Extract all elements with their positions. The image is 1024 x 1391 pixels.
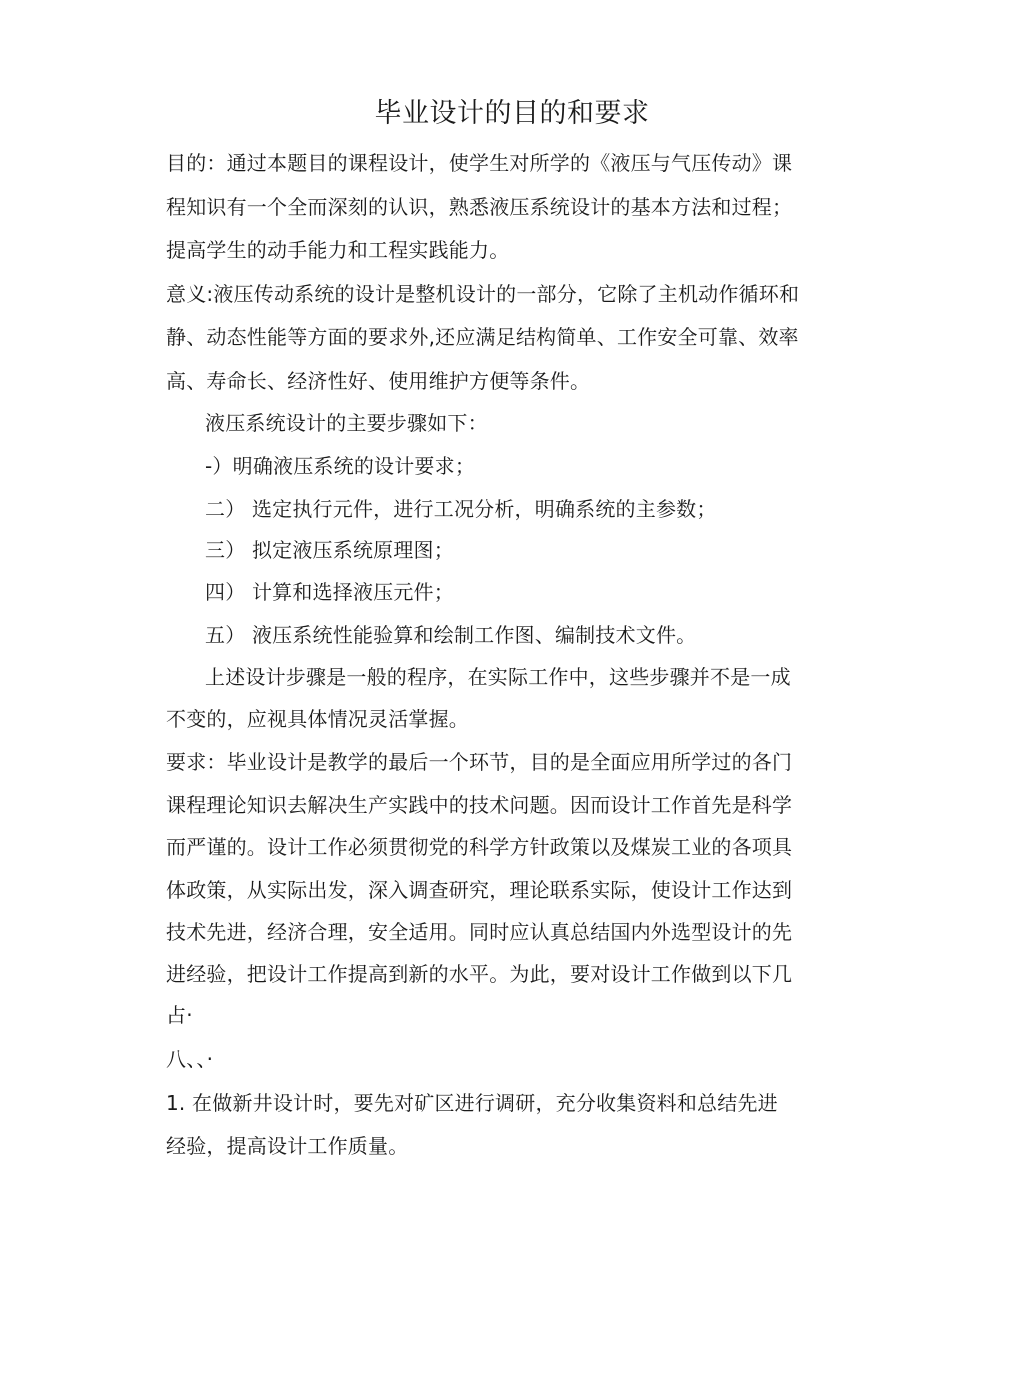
- paragraph-line: 不变的，应视具体情况灵活掌握。: [166, 707, 469, 731]
- paragraph-line: 提高学生的动手能力和工程实践能力。: [166, 238, 510, 262]
- steps-intro: 液压系统设计的主要步骤如下：: [205, 411, 488, 435]
- paragraph-line: 静、动态性能等方面的要求外,还应满足结构简单、工作安全可靠、效率: [166, 325, 799, 349]
- paragraph-line: 技术先进，经济合理，安全适用。同时应认真总结国内外选型设计的先: [166, 920, 793, 944]
- list-item-continuation: 经验，提高设计工作质量。: [166, 1134, 409, 1158]
- paragraph-line: 上述设计步骤是一般的程序，在实际工作中，这些步骤并不是一成: [205, 665, 791, 689]
- document-title: 毕业设计的目的和要求: [374, 98, 650, 129]
- paragraph-line: 目的：通过本题目的课程设计，使学生对所学的《液压与气压传动》课: [166, 151, 793, 175]
- paragraph-line: 意义:液压传动系统的设计是整机设计的一部分，它除了主机动作循环和: [166, 282, 800, 306]
- paragraph-line: 占·: [166, 1003, 193, 1027]
- step-item: -）明确液压系统的设计要求；: [205, 454, 476, 478]
- step-item: 二） 选定执行元件，进行工况分析，明确系统的主参数；: [205, 497, 717, 521]
- paragraph-line: 八、、·: [166, 1047, 214, 1071]
- paragraph-line: 要求：毕业设计是教学的最后一个环节，目的是全面应用所学过的各门: [166, 750, 793, 774]
- paragraph-line: 进经验，把设计工作提高到新的水平。为此，要对设计工作做到以下几: [166, 962, 793, 986]
- paragraph-line: 而严谨的。设计工作必须贯彻党的科学方针政策以及煤炭工业的各项具: [166, 835, 793, 859]
- paragraph-line: 高、寿命长、经济性好、使用维护方便等条件。: [166, 369, 591, 393]
- paragraph-line: 课程理论知识去解决生产实践中的技术问题。因而设计工作首先是科学: [166, 793, 793, 817]
- paragraph-line: 体政策，从实际出发，深入调查研究，理论联系实际，使设计工作达到: [166, 878, 793, 902]
- step-item: 四） 计算和选择液压元件；: [205, 580, 454, 604]
- paragraph-line: 程知识有一个全而深刻的认识，熟悉液压系统设计的基本方法和过程；: [166, 195, 793, 219]
- step-item: 三） 拟定液压系统原理图；: [205, 538, 454, 562]
- step-item: 五） 液压系统性能验算和绘制工作图、编制技术文件。: [205, 623, 697, 647]
- list-item: 1. 在做新井设计时，要先对矿区进行调研，充分收集资料和总结先进: [166, 1091, 778, 1115]
